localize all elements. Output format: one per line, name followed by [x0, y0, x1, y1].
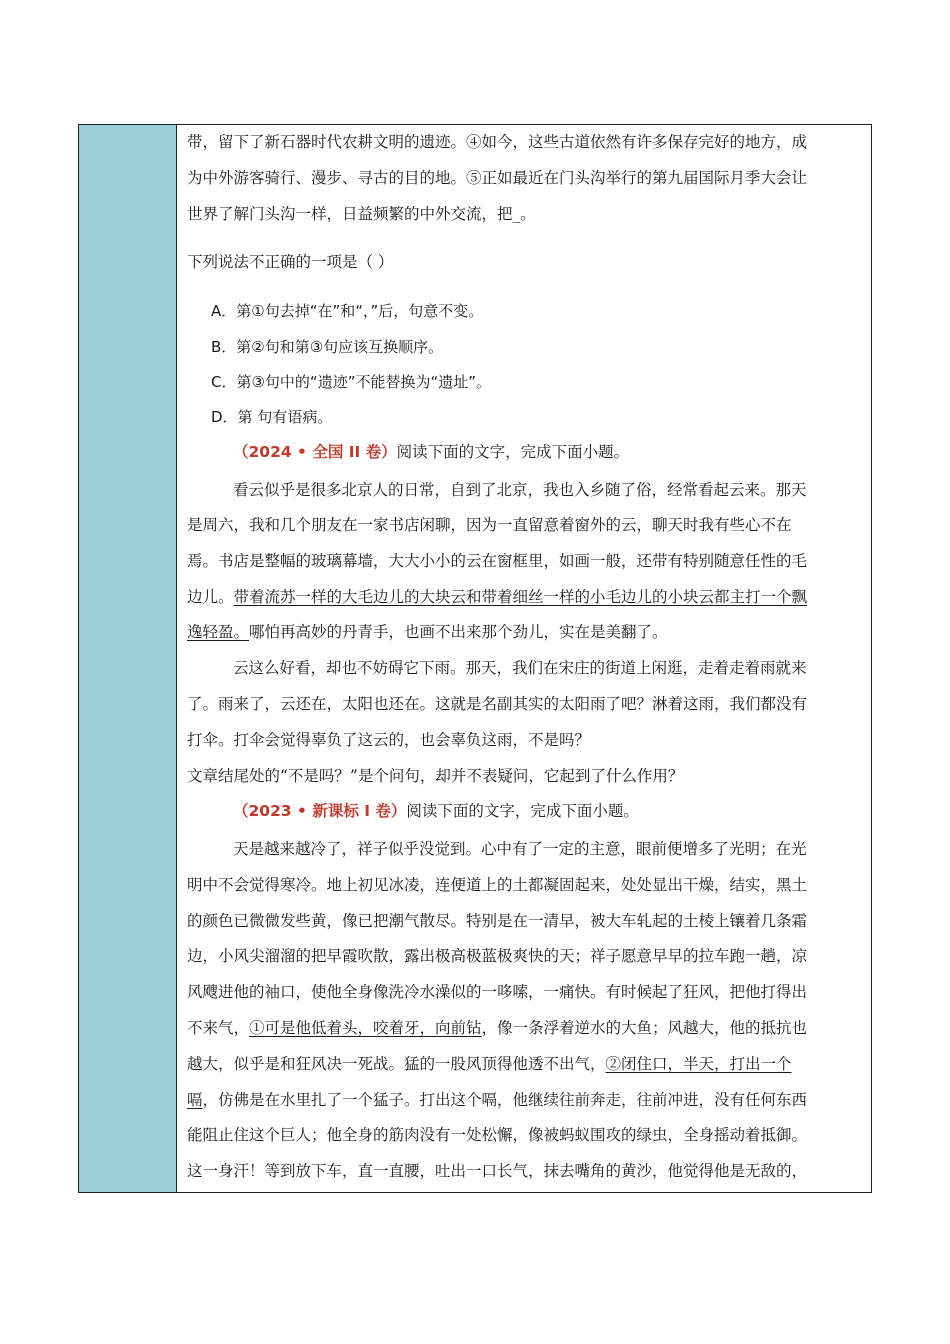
option-a: A．第①句去掉“在”和“，”后，句意不变。	[211, 302, 484, 320]
passage-line: 这一身汗！等到放下车，直一直腰，吐出一口长气，抹去嘴角的黄沙，他觉得他是无敌的，	[187, 1162, 808, 1180]
passage-line: 带，留下了新石器时代农耕文明的遗迹。④如今，这些古道依然有许多保存完好的地方，成	[187, 133, 808, 151]
section-header	[233, 801, 639, 821]
passage-line: 边，小风尖溜溜的把早霞吹散，露出极高极蓝极爽快的天；祥子愿意早早的拉车跑一趟，凉	[187, 947, 808, 965]
passage-line: 看云似乎是很多北京人的日常，自到了北京，我也入乡随了俗，经常看起云来。那天	[233, 481, 807, 499]
passage-line: 云这么好看，却也不妨碍它下雨。那天，我们在宋庄的街道上闲逛，走着走着雨就来	[233, 659, 807, 677]
question-table	[78, 124, 872, 1193]
passage-text: 不来气，	[187, 1019, 250, 1037]
underlined-sentence: 逸轻盈。	[187, 623, 250, 641]
underlined-sentence: 带着流苏一样的大毛边儿的大块云和带着细丝一样的小毛边儿的小块云都主打一个飘	[233, 588, 808, 606]
question-text: 下列说法不正确的一项是（ ）	[187, 253, 394, 271]
passage-line	[187, 1018, 807, 1038]
underlined-sentence-2-end: 嗝	[187, 1091, 203, 1109]
passage-line: 打伞。打伞会觉得辜负了这云的，也会辜负这雨，不是吗？	[187, 731, 591, 749]
passage-line	[187, 622, 668, 642]
passage-text: ，像一条浮着逆水的大鱼；风越大，他的抵抗也	[481, 1019, 808, 1037]
passage-line: 世界了解门头沟一样，日益频繁的中外交流，把_。	[187, 205, 536, 223]
underlined-sentence-1: ①可是他低着头，咬着牙，向前钻	[249, 1019, 482, 1037]
passage-text: 边儿。	[187, 588, 234, 606]
passage-line: 了。雨来了，云还在，太阳也还在。这就是名副其实的太阳雨了吧？淋着这雨，我们都没有	[187, 695, 808, 713]
section-intro: 阅读下面的文字，完成下面小题。	[406, 802, 639, 820]
passage-text: 哪怕再高妙的丹青手，也画不出来那个劲儿，实在是美翻了。	[249, 623, 668, 641]
sidebar-column	[79, 125, 177, 1192]
passage-line: 焉。书店是整幅的玻璃幕墙，大大小小的云在窗框里，如画一般，还带有特别随意任性的毛	[187, 552, 808, 570]
passage-line: 明中不会觉得寒冷。地上初见冰凌，连便道上的土都凝固起来，处处显出干燥，结实，黑土	[187, 876, 808, 894]
passage-line: 是周六，我和几个朋友在一家书店闲聊，因为一直留意着窗外的云，聊天时我有些心不在	[187, 516, 792, 534]
passage-text: ，仿佛是在水里扎了一个猛子。打出这个嗝，他继续往前奔走，往前冲进，没有任何东西	[202, 1091, 808, 1109]
passage-line: 的颜色已微微发些黄，像已把潮气散尽。特别是在一清早，被大车轧起的土棱上镶着几条霜	[187, 912, 808, 930]
source-tag: （2024 • 全国 II 卷）	[233, 443, 397, 461]
source-tag: （2023 • 新课标 I 卷）	[233, 802, 407, 820]
passage-text: 越大，似乎是和狂风决一死战。猛的一股风顶得他透不出气，	[187, 1055, 606, 1073]
passage-line: 为中外游客骑行、漫步、寻古的目的地。⑤正如最近在门头沟举行的第九届国际月季大会让	[187, 169, 808, 187]
passage-line	[187, 1090, 807, 1110]
passage-line: 天是越来越冷了，祥子似乎没觉到。心中有了一定的主意，眼前便增多了光明；在光	[233, 840, 807, 858]
passage-line	[187, 587, 807, 607]
option-c: C．第③句中的“遗迹”不能替换为“遗址”。	[211, 373, 492, 391]
section-intro: 阅读下面的文字，完成下面小题。	[396, 443, 630, 461]
option-d: D．第 句有语病。	[211, 408, 333, 426]
question-text: 文章结尾处的“不是吗？”是个问句，却并不表疑问，它起到了什么作用？	[187, 767, 684, 785]
passage-line: 风飕进他的袖口，使他全身像洗冷水澡似的一哆嗦，一痛快。有时候起了狂风，把他打得出	[187, 983, 808, 1001]
underlined-sentence-2: ②闭住口，半天，打出一个	[605, 1055, 792, 1073]
question-stem	[187, 252, 393, 272]
section-header	[233, 442, 629, 462]
option-b: B．第②句和第③句应该互换顺序。	[211, 338, 444, 356]
passage-line: 能阻止住这个巨人；他全身的筋肉没有一处松懈，像被蚂蚁围攻的绿虫，全身摇动着抵御。	[187, 1126, 808, 1144]
passage-line	[187, 1054, 792, 1074]
